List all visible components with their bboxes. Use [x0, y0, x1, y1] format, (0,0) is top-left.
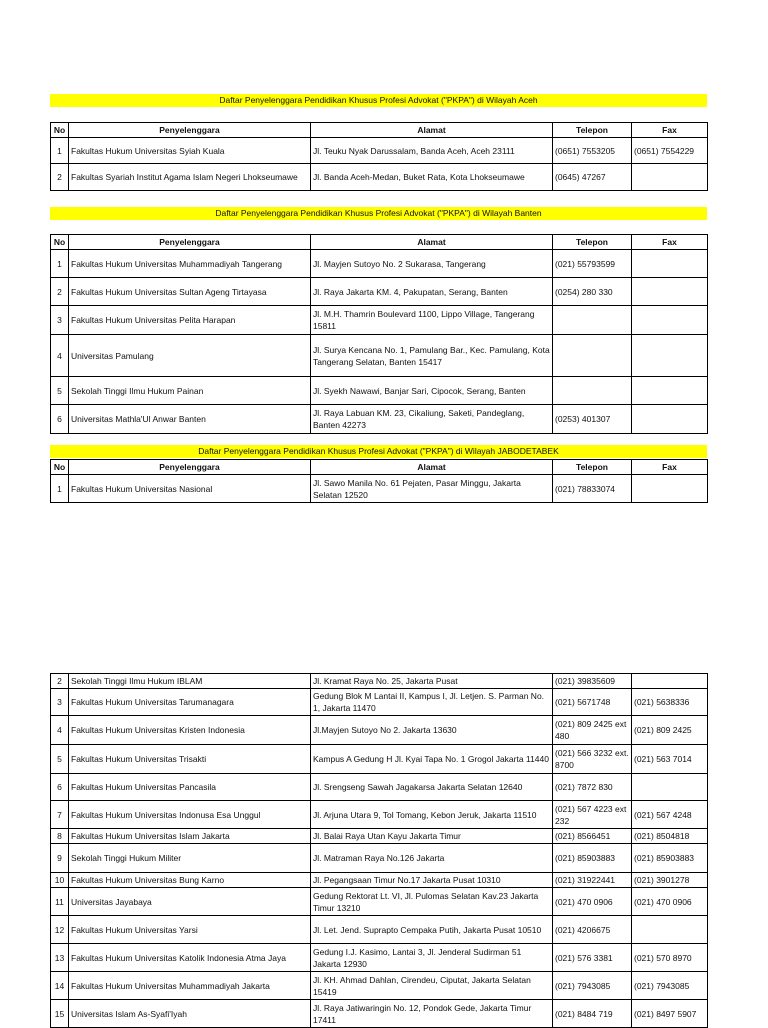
- cell-no: 9: [51, 844, 69, 873]
- table-row: [51, 972, 708, 1000]
- cell-no: 15: [51, 1000, 69, 1028]
- cell-telepon: [553, 377, 632, 405]
- table-row: [51, 873, 708, 888]
- table-row: [51, 689, 708, 716]
- header-no: No: [51, 460, 69, 475]
- cell-penyelenggara: Fakultas Hukum Universitas Trisakti: [69, 745, 311, 774]
- cell-penyelenggara: Sekolah Tinggi Ilmu Hukum Painan: [69, 377, 311, 405]
- cell-no: 1: [51, 138, 69, 164]
- cell-penyelenggara: Fakultas Hukum Universitas Katolik Indonesia Atma Jaya: [69, 944, 311, 972]
- table-row: [51, 475, 708, 503]
- cell-telepon: (021) 5671748: [553, 689, 632, 716]
- cell-penyelenggara: Fakultas Hukum Universitas Syiah Kuala: [69, 138, 311, 164]
- cell-alamat: Jl. Matraman Raya No.126 Jakarta: [311, 844, 553, 873]
- table-row: [51, 774, 708, 801]
- cell-telepon: (0645) 47267: [553, 164, 632, 191]
- cell-fax: [632, 335, 708, 377]
- cell-alamat: Gedung Blok M Lantai II, Kampus I, Jl. Letjen. S. Parman No. 1, Jakarta 11470: [311, 689, 553, 716]
- cell-penyelenggara: Fakultas Hukum Universitas Yarsi: [69, 916, 311, 944]
- cell-no: 5: [51, 745, 69, 774]
- cell-telepon: (0651) 7553205: [553, 138, 632, 164]
- cell-fax: [632, 774, 708, 801]
- cell-fax: (021) 567 4248: [632, 801, 708, 829]
- cell-no: 2: [51, 278, 69, 306]
- table-row: [51, 944, 708, 972]
- cell-telepon: (021) 78833074: [553, 475, 632, 503]
- table-row: [51, 801, 708, 829]
- cell-no: 5: [51, 377, 69, 405]
- section-title-jabodetabek: Daftar Penyelenggara Pendidikan Khusus Profesi Advokat ("PKPA") di Wilayah JABODETABEK: [50, 445, 707, 458]
- header-penyelenggara: Penyelenggara: [69, 235, 311, 250]
- cell-alamat: Jl. Raya Jakarta KM. 4, Pakupatan, Serang, Banten: [311, 278, 553, 306]
- cell-fax: (021) 8504818: [632, 829, 708, 844]
- header-row: [51, 460, 708, 475]
- cell-penyelenggara: Fakultas Syariah Institut Agama Islam Negeri Lhokseumawe: [69, 164, 311, 191]
- cell-penyelenggara: Universitas Islam As-Syafi'Iyah: [69, 1000, 311, 1028]
- table-row: [51, 1000, 708, 1028]
- table-row: [51, 138, 708, 164]
- cell-alamat: Jl.Mayjen Sutoyo No 2. Jakarta 13630: [311, 716, 553, 745]
- cell-fax: [632, 916, 708, 944]
- cell-fax: [632, 250, 708, 278]
- table-row: [51, 306, 708, 335]
- cell-penyelenggara: Universitas Mathla'Ul Anwar Banten: [69, 405, 311, 434]
- table-row: [51, 916, 708, 944]
- cell-alamat: Gedung Rektorat Lt. VI, Jl. Pulomas Selatan Kav.23 Jakarta Timur 13210: [311, 888, 553, 916]
- header-telepon: Telepon: [553, 123, 632, 138]
- cell-telepon: (021) 8566451: [553, 829, 632, 844]
- cell-penyelenggara: Fakultas Hukum Universitas Sultan Ageng Tirtayasa: [69, 278, 311, 306]
- cell-no: 14: [51, 972, 69, 1000]
- table-row: [51, 829, 708, 844]
- cell-fax: (021) 7943085: [632, 972, 708, 1000]
- cell-fax: (021) 85903883: [632, 844, 708, 873]
- cell-telepon: (021) 4206675: [553, 916, 632, 944]
- cell-penyelenggara: Fakultas Hukum Universitas Pancasila: [69, 774, 311, 801]
- cell-telepon: [553, 335, 632, 377]
- table-row: [51, 377, 708, 405]
- cell-fax: (021) 470 0906: [632, 888, 708, 916]
- cell-alamat: Jl. Surya Kencana No. 1, Pamulang Bar., Kec. Pamulang, Kota Tangerang Selatan, Banten 15417: [311, 335, 553, 377]
- cell-no: 11: [51, 888, 69, 916]
- table-row: [51, 278, 708, 306]
- cell-telepon: (021) 566 3232 ext. 8700: [553, 745, 632, 774]
- cell-telepon: (021) 31922441: [553, 873, 632, 888]
- cell-fax: [632, 164, 708, 191]
- cell-alamat: Jl. Balai Raya Utan Kayu Jakarta Timur: [311, 829, 553, 844]
- cell-fax: [632, 306, 708, 335]
- header-telepon: Telepon: [553, 460, 632, 475]
- cell-alamat: Jl. Teuku Nyak Darussalam, Banda Aceh, Aceh 23111: [311, 138, 553, 164]
- cell-telepon: (021) 8484 719: [553, 1000, 632, 1028]
- cell-alamat: Gedung I.J. Kasimo, Lantai 3, Jl. Jenderal Sudirman 51 Jakarta 12930: [311, 944, 553, 972]
- cell-telepon: (021) 39835609: [553, 674, 632, 689]
- cell-fax: (021) 3901278: [632, 873, 708, 888]
- cell-no: 4: [51, 335, 69, 377]
- table-row: [51, 405, 708, 434]
- cell-telepon: (021) 809 2425 ext 480: [553, 716, 632, 745]
- header-telepon: Telepon: [553, 235, 632, 250]
- cell-penyelenggara: Fakultas Hukum Universitas Indonusa Esa Unggul: [69, 801, 311, 829]
- cell-fax: (021) 809 2425: [632, 716, 708, 745]
- section-title-aceh: Daftar Penyelenggara Pendidikan Khusus Profesi Advokat ("PKPA") di Wilayah Aceh: [50, 94, 707, 107]
- cell-alamat: Jl. M.H. Thamrin Boulevard 1100, Lippo Village, Tangerang 15811: [311, 306, 553, 335]
- cell-fax: [632, 405, 708, 434]
- cell-alamat: Jl. KH. Ahmad Dahlan, Cirendeu, Ciputat, Jakarta Selatan 15419: [311, 972, 553, 1000]
- cell-alamat: Kampus A Gedung H Jl. Kyai Tapa No. 1 Grogol Jakarta 11440: [311, 745, 553, 774]
- cell-telepon: [553, 306, 632, 335]
- cell-no: 3: [51, 689, 69, 716]
- header-fax: Fax: [632, 235, 708, 250]
- cell-penyelenggara: Fakultas Hukum Universitas Tarumanagara: [69, 689, 311, 716]
- table-row: [51, 716, 708, 745]
- cell-penyelenggara: Fakultas Hukum Universitas Muhammadiyah Tangerang: [69, 250, 311, 278]
- cell-penyelenggara: Universitas Pamulang: [69, 335, 311, 377]
- cell-penyelenggara: Fakultas Hukum Universitas Muhammadiyah Jakarta: [69, 972, 311, 1000]
- cell-telepon: (021) 85903883: [553, 844, 632, 873]
- cell-fax: (021) 8497 5907: [632, 1000, 708, 1028]
- cell-fax: (021) 563 7014: [632, 745, 708, 774]
- cell-alamat: Jl. Raya Jatiwaringin No. 12, Pondok Gede, Jakarta Timur 17411: [311, 1000, 553, 1028]
- cell-alamat: Jl. Mayjen Sutoyo No. 2 Sukarasa, Tangerang: [311, 250, 553, 278]
- cell-telepon: (021) 576 3381: [553, 944, 632, 972]
- cell-telepon: (021) 470 0906: [553, 888, 632, 916]
- cell-no: 12: [51, 916, 69, 944]
- table-row: [51, 164, 708, 191]
- cell-alamat: Jl. Srengseng Sawah Jagakarsa Jakarta Selatan 12640: [311, 774, 553, 801]
- cell-fax: (021) 570 8970: [632, 944, 708, 972]
- cell-alamat: Jl. Let. Jend. Suprapto Cempaka Putih, Jakarta Pusat 10510: [311, 916, 553, 944]
- cell-penyelenggara: Sekolah Tinggi Hukum Militer: [69, 844, 311, 873]
- cell-fax: [632, 674, 708, 689]
- cell-alamat: Jl. Pegangsaan Timur No.17 Jakarta Pusat 10310: [311, 873, 553, 888]
- cell-fax: [632, 377, 708, 405]
- cell-fax: [632, 475, 708, 503]
- header-row: [51, 123, 708, 138]
- cell-no: 1: [51, 475, 69, 503]
- cell-telepon: (021) 567 4223 ext 232: [553, 801, 632, 829]
- table-row: [51, 250, 708, 278]
- cell-telepon: (0254) 280 330: [553, 278, 632, 306]
- cell-telepon: (021) 7872 830: [553, 774, 632, 801]
- cell-alamat: Jl. Arjuna Utara 9, Tol Tomang, Kebon Jeruk, Jakarta 11510: [311, 801, 553, 829]
- header-alamat: Alamat: [311, 123, 553, 138]
- header-fax: Fax: [632, 123, 708, 138]
- table-row: [51, 844, 708, 873]
- cell-telepon: (021) 55793599: [553, 250, 632, 278]
- cell-penyelenggara: Fakultas Hukum Universitas Pelita Harapan: [69, 306, 311, 335]
- cell-fax: (0651) 7554229: [632, 138, 708, 164]
- cell-alamat: Jl. Banda Aceh-Medan, Buket Rata, Kota Lhokseumawe: [311, 164, 553, 191]
- cell-no: 3: [51, 306, 69, 335]
- table-jabodetabek: [50, 459, 707, 503]
- cell-no: 2: [51, 164, 69, 191]
- header-penyelenggara: Penyelenggara: [69, 123, 311, 138]
- cell-alamat: Jl. Kramat Raya No. 25, Jakarta Pusat: [311, 674, 553, 689]
- cell-fax: [632, 278, 708, 306]
- table-row: [51, 674, 708, 689]
- cell-no: 1: [51, 250, 69, 278]
- cell-no: 13: [51, 944, 69, 972]
- header-alamat: Alamat: [311, 235, 553, 250]
- cell-telepon: (021) 7943085: [553, 972, 632, 1000]
- cell-penyelenggara: Sekolah Tinggi Ilmu Hukum IBLAM: [69, 674, 311, 689]
- table-row: [51, 888, 708, 916]
- header-no: No: [51, 123, 69, 138]
- table-row: [51, 745, 708, 774]
- header-no: No: [51, 235, 69, 250]
- header-alamat: Alamat: [311, 460, 553, 475]
- cell-alamat: Jl. Syekh Nawawi, Banjar Sari, Cipocok, Serang, Banten: [311, 377, 553, 405]
- header-penyelenggara: Penyelenggara: [69, 460, 311, 475]
- cell-penyelenggara: Universitas Jayabaya: [69, 888, 311, 916]
- cell-no: 8: [51, 829, 69, 844]
- cell-penyelenggara: Fakultas Hukum Universitas Nasional: [69, 475, 311, 503]
- cell-penyelenggara: Fakultas Hukum Universitas Bung Karno: [69, 873, 311, 888]
- cell-alamat: Jl. Raya Labuan KM. 23, Cikaliung, Saketi, Pandeglang, Banten 42273: [311, 405, 553, 434]
- cell-penyelenggara: Fakultas Hukum Universitas Kristen Indonesia: [69, 716, 311, 745]
- table-aceh: [50, 122, 707, 191]
- header-fax: Fax: [632, 460, 708, 475]
- cell-fax: (021) 5638336: [632, 689, 708, 716]
- cell-no: 6: [51, 774, 69, 801]
- table-jabodetabek-continued: [50, 673, 707, 1028]
- cell-telepon: (0253) 401307: [553, 405, 632, 434]
- cell-no: 4: [51, 716, 69, 745]
- section-title-banten: Daftar Penyelenggara Pendidikan Khusus Profesi Advokat ("PKPA") di Wilayah Banten: [50, 207, 707, 220]
- cell-no: 6: [51, 405, 69, 434]
- cell-penyelenggara: Fakultas Hukum Universitas Islam Jakarta: [69, 829, 311, 844]
- cell-no: 10: [51, 873, 69, 888]
- cell-alamat: Jl. Sawo Manila No. 61 Pejaten, Pasar Minggu, Jakarta Selatan 12520: [311, 475, 553, 503]
- header-row: [51, 235, 708, 250]
- table-row: [51, 335, 708, 377]
- cell-no: 7: [51, 801, 69, 829]
- cell-no: 2: [51, 674, 69, 689]
- table-banten: [50, 234, 707, 434]
